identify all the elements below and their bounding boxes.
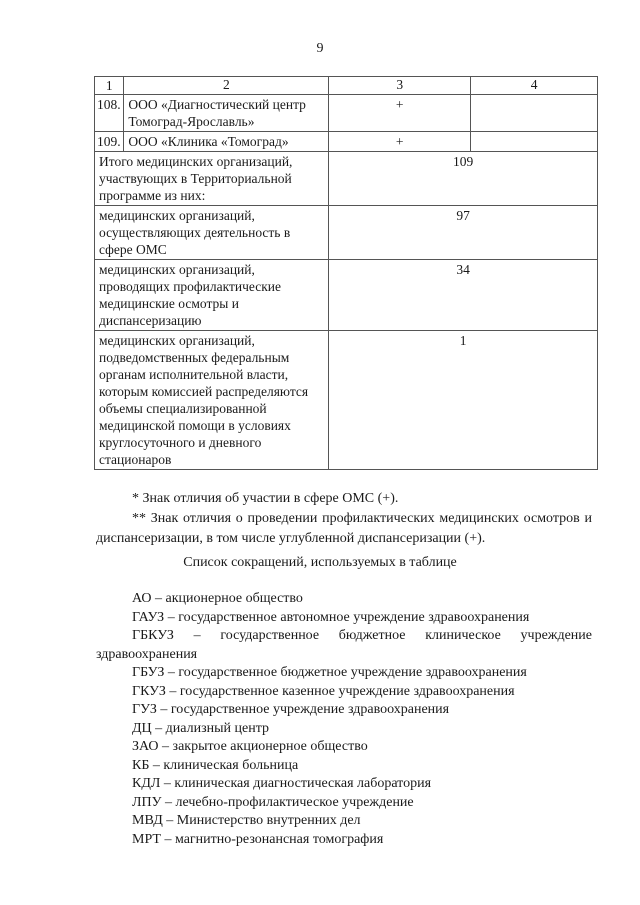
row-number: 108.: [95, 95, 124, 132]
oms-mark: +: [329, 132, 471, 152]
summary-row: [95, 206, 598, 260]
abbreviation-item: ГБУЗ – государственное бюджетное учреждение здравоохранения: [132, 665, 527, 680]
summary-row: [95, 331, 598, 470]
abbreviation-item: АО – акционерное общество: [132, 591, 303, 606]
header-col-2: 2: [124, 77, 329, 95]
summary-label: медицинских организаций, проводящих профилактические медицинские осмотры и диспансеризацию: [95, 260, 329, 331]
abbreviation-item: МРТ – магнитно-резонансная томография: [132, 831, 384, 847]
summary-label: медицинских организаций, подведомственных федеральным органам исполнительной власти, которым комиссией распределяются объемы специализированной медицинской помощи в условиях круглосуточного и дневного стационаров: [95, 331, 329, 470]
header-col-4: 4: [471, 77, 598, 95]
summary-value: 34: [329, 260, 598, 331]
summary-label: медицинских организаций, осуществляющих деятельность в сфере ОМС: [95, 206, 329, 260]
abbreviation-item: КДЛ – клиническая диагностическая лаборатория: [132, 776, 432, 791]
abbreviation-item: ЗАО – закрытое акционерное общество: [132, 739, 368, 754]
footnote-prophylaxis: ** Знак отличия о проведении профилактических медицинских осмотров и диспансеризации, в том числе углубленной диспансеризации (+).: [96, 511, 592, 546]
table-row: [95, 132, 598, 152]
abbreviation-item: КБ – клиническая больница: [132, 757, 299, 773]
abbreviation-item: ДЦ – диализный центр: [132, 720, 269, 736]
abbreviations-list: [96, 590, 592, 849]
footnote-oms: * Знак отличия об участии в сфере ОМС (+).: [132, 491, 399, 506]
abbreviations-title: Список сокращений, используемых в таблице: [183, 555, 457, 570]
summary-row: [95, 152, 598, 206]
table-row: [95, 95, 598, 132]
header-col-1: 1: [95, 77, 124, 95]
summary-value: 97: [329, 206, 598, 260]
footnotes: [96, 489, 592, 549]
abbreviation-item-continuation: здравоохранения: [96, 646, 198, 662]
organization-name: ООО «Клиника «Томоград»: [124, 132, 329, 152]
abbreviation-item: ГБКУЗ – государственное бюджетное клиническое учреждение: [132, 628, 592, 643]
summary-row: [95, 260, 598, 331]
prophylaxis-mark: [471, 95, 598, 132]
summary-label: Итого медицинских организаций, участвующих в Территориальной программе из них:: [95, 152, 329, 206]
summary-value: 1: [329, 331, 598, 470]
abbreviation-item: ГКУЗ – государственное казенное учреждение здравоохранения: [132, 683, 515, 699]
oms-mark: +: [329, 95, 471, 132]
prophylaxis-mark: [471, 132, 598, 152]
organization-name: ООО «Диагностический центр Томоград-Ярославль»: [124, 95, 329, 132]
organizations-table: [94, 76, 598, 470]
abbreviation-item: ГАУЗ – государственное автономное учреждение здравоохранения: [132, 609, 530, 625]
abbreviation-item: ГУЗ – государственное учреждение здравоохранения: [132, 702, 450, 717]
abbreviation-item: МВД – Министерство внутренних дел: [132, 813, 361, 828]
header-col-3: 3: [329, 77, 471, 95]
page-number: 9: [316, 41, 324, 56]
abbreviation-item: ЛПУ – лечебно-профилактическое учреждение: [132, 794, 414, 810]
summary-value: 109: [329, 152, 598, 206]
table-header-row: [95, 77, 598, 95]
row-number: 109.: [95, 132, 124, 152]
